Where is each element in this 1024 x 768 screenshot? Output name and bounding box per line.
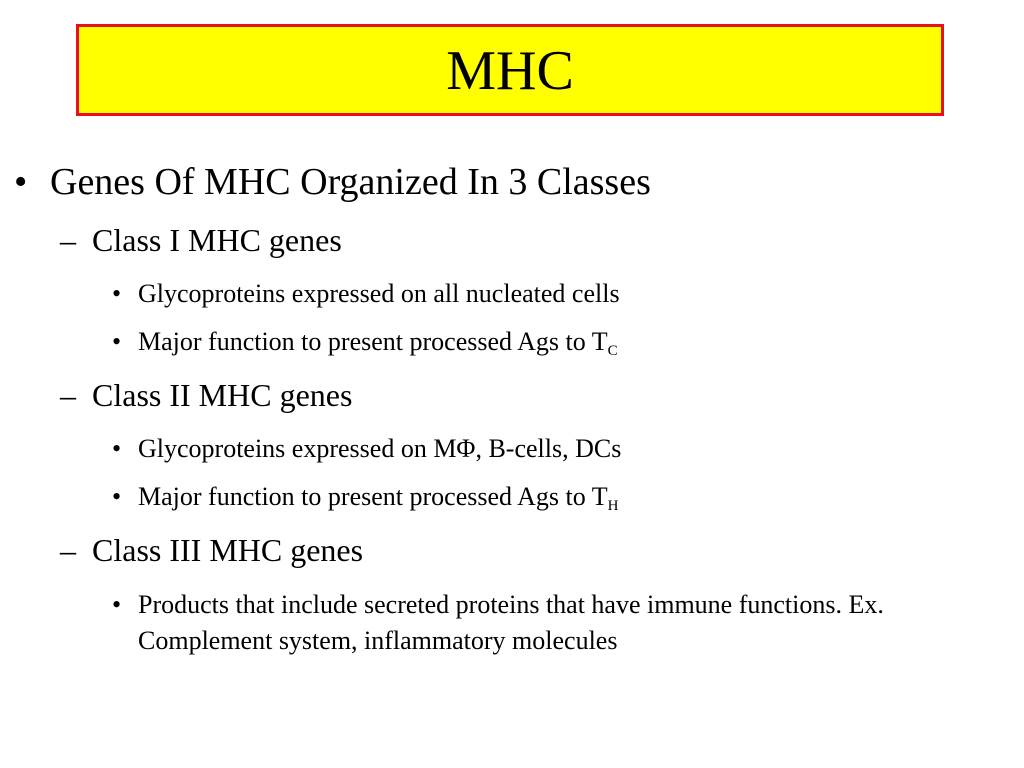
class-3-marker: – bbox=[60, 532, 76, 568]
class-1-point-1-marker: • bbox=[112, 279, 122, 308]
class-2-point-2-subscript: H bbox=[607, 498, 619, 514]
slide-title: MHC bbox=[446, 40, 574, 102]
class-2-point-1-text: Glycoproteins expressed on MΦ, B-cells, DCs bbox=[138, 434, 622, 463]
class-2-point-2-marker: • bbox=[112, 482, 122, 511]
main-bullet-text: Genes Of MHC Organized In 3 Classes bbox=[50, 161, 651, 203]
class-1-point-2-subscript: C bbox=[607, 343, 618, 359]
class-3-label: Class III MHC genes bbox=[92, 532, 364, 568]
class-1-point-2-marker: • bbox=[112, 327, 122, 356]
class-3-point-1-marker: • bbox=[112, 590, 122, 619]
class-2-point-2 bbox=[138, 479, 618, 515]
class-1-point-1-text: Glycoproteins expressed on all nucleated cells bbox=[138, 279, 620, 308]
main-bullet-marker: • bbox=[14, 161, 28, 203]
class-2-marker: – bbox=[60, 377, 76, 413]
class-2-label: Class II MHC genes bbox=[92, 377, 353, 413]
class-2-point-2-text: Major function to present processed Ags to T bbox=[138, 482, 608, 511]
class-1-label: Class I MHC genes bbox=[92, 222, 342, 258]
class-3-point-1-text: Products that include secreted proteins that have immune functions. Ex. Complement system, inflammatory molecules bbox=[138, 590, 884, 655]
class-1-point-2 bbox=[138, 324, 618, 360]
class-2-point-1-marker: • bbox=[112, 434, 122, 463]
class-1-marker: – bbox=[60, 222, 76, 258]
class-1-point-2-text: Major function to present processed Ags to T bbox=[138, 327, 608, 356]
